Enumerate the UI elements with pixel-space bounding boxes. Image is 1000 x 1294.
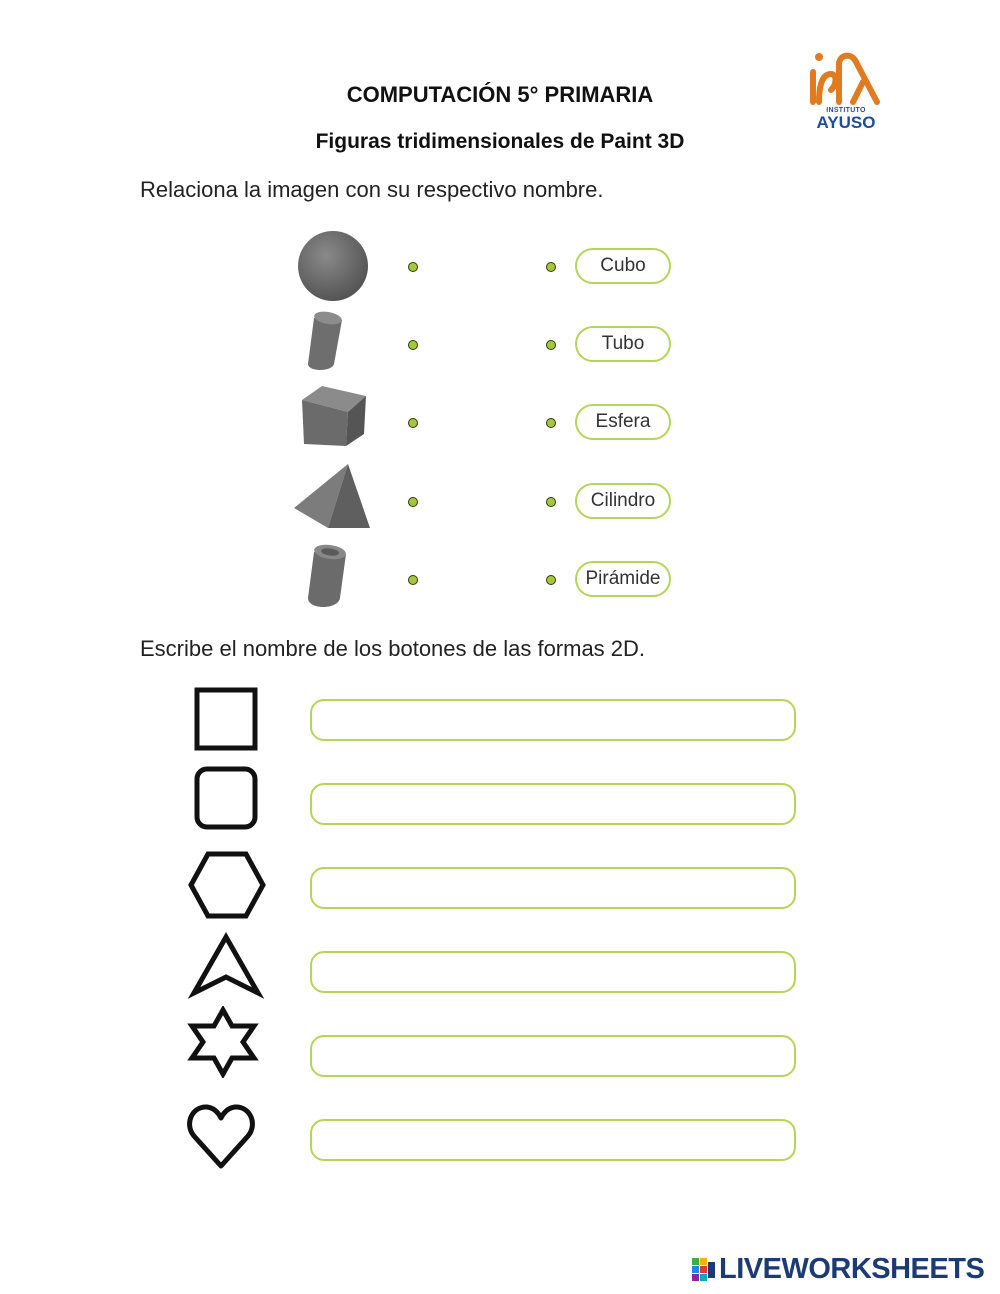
name-option-cilindro[interactable]: Cilindro <box>575 483 671 519</box>
name-option-tubo[interactable]: Tubo <box>575 326 671 362</box>
sphere-icon <box>290 226 376 306</box>
match-dot-left[interactable] <box>408 340 418 350</box>
answer-input-star[interactable] <box>310 1035 796 1077</box>
answer-input-rounded-square[interactable] <box>310 783 796 825</box>
match-dot-right[interactable] <box>546 418 556 428</box>
name-option-cubo[interactable]: Cubo <box>575 248 671 284</box>
match-dot-left[interactable] <box>408 575 418 585</box>
liveworksheets-brand: LIVEWORKSHEETS <box>719 1253 985 1285</box>
page-title: COMPUTACIÓN 5° PRIMARIA <box>346 82 654 107</box>
tube-icon <box>290 306 376 386</box>
six-point-star-icon <box>184 1006 268 1078</box>
cube-icon <box>290 382 376 462</box>
match-dot-right[interactable] <box>546 497 556 507</box>
rounded-square-icon <box>184 764 268 836</box>
pyramid-icon <box>290 462 376 542</box>
answer-input-square[interactable] <box>310 699 796 741</box>
answer-input-hexagon[interactable] <box>310 867 796 909</box>
page-subtitle: Figuras tridimensionales de Paint 3D <box>315 130 685 153</box>
match-dot-right[interactable] <box>546 575 556 585</box>
square-icon <box>184 684 268 756</box>
write-instruction: Escribe el nombre de los botones de las formas 2D. <box>140 636 646 661</box>
logo-name-label: AYUSO <box>816 113 876 132</box>
match-instruction: Relaciona la imagen con su respectivo nombre. <box>140 177 604 202</box>
match-dot-right[interactable] <box>546 340 556 350</box>
arrow-icon <box>184 931 268 1003</box>
match-dot-left[interactable] <box>408 497 418 507</box>
match-dot-left[interactable] <box>408 262 418 272</box>
answer-input-arrow[interactable] <box>310 951 796 993</box>
match-dot-right[interactable] <box>546 262 556 272</box>
heart-icon <box>184 1102 268 1174</box>
name-option-piramide[interactable]: Pirámide <box>575 561 671 597</box>
answer-input-heart[interactable] <box>310 1119 796 1161</box>
liveworksheets-icon <box>692 1258 716 1282</box>
cylinder-icon <box>290 540 376 620</box>
name-option-esfera[interactable]: Esfera <box>575 404 671 440</box>
logo-institute-label: INSTITUTO <box>826 107 866 114</box>
hexagon-icon <box>184 849 268 921</box>
match-dot-left[interactable] <box>408 418 418 428</box>
